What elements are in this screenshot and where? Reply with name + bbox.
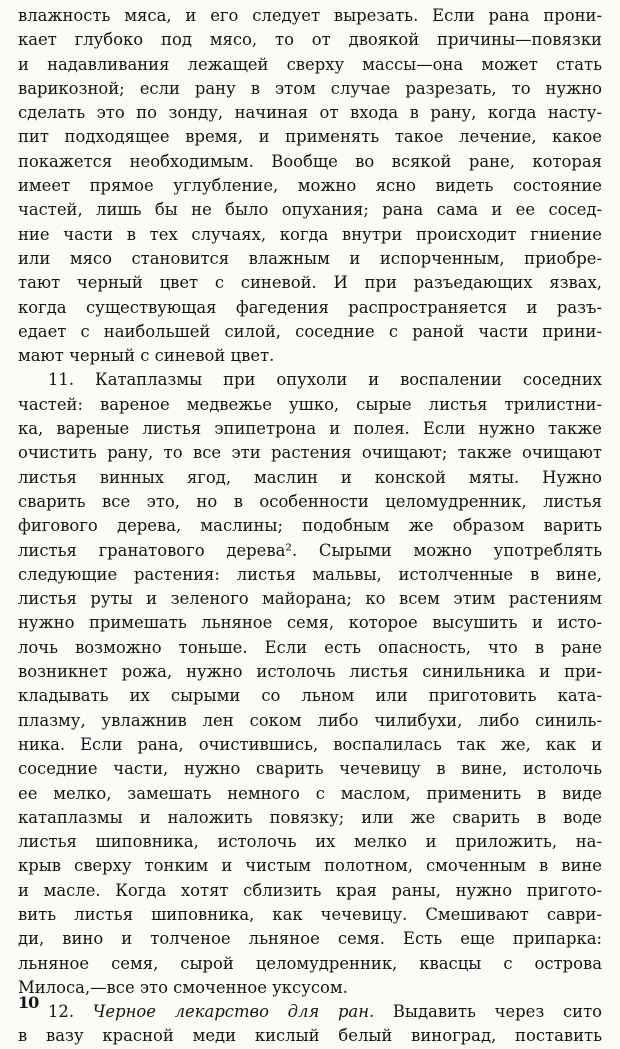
text-line: пит подходящее время, и применять такое лечение, какое xyxy=(18,127,602,147)
paragraph xyxy=(18,4,602,368)
text-line: ника. Если рана, очистившись, воспалилась так же, как и xyxy=(18,734,602,754)
paragraph-11 xyxy=(18,368,602,1000)
text-line: сделать это по зонду, начиная от входа в рану, когда насту- xyxy=(18,103,602,123)
text-line: кает глубоко под мясо, то от двоякой причины—повязки xyxy=(18,30,602,50)
text-line: вить листья шиповника, как чечевицу. Смешивают саври- xyxy=(18,904,602,924)
text-line: частей, лишь бы не было опухания; рана сама и ее сосед- xyxy=(18,200,602,220)
document-page xyxy=(18,4,602,1049)
text-line: фигового дерева, маслины; подобным же образом варить xyxy=(18,516,602,536)
text-line: плазму, увлажнив лен соком либо чилибухи, либо синиль- xyxy=(18,710,602,730)
text-line: льняное семя, сырой целомудренник, квасцы с острова xyxy=(18,953,602,973)
text-line: когда существующая фагедения распространяется и разъ- xyxy=(18,297,602,317)
text-line: сварить все это, но в особенности целомудренник, листья xyxy=(18,491,602,511)
text-line: следующие растения: листья мальвы, истолченные в вине, xyxy=(18,564,602,584)
text-line: листья руты и зеленого майорана; ко всем этим растениям xyxy=(18,589,602,609)
text-line: имеет прямое углубление, можно ясно видеть состояние xyxy=(18,176,602,196)
text-line: очистить рану, то все эти растения очищают; также очищают xyxy=(18,443,602,463)
text-line: покажется необходимым. Вообще во всякой ране, которая xyxy=(18,151,602,171)
text-line: Милоса,—все это смоченное уксусом. xyxy=(18,977,348,997)
page-number: 10 xyxy=(18,993,39,1012)
text-line xyxy=(18,1000,602,1024)
text-line: кладывать их сырыми со льном или приготовить ката- xyxy=(18,686,602,706)
text-line: ди, вино и толченое льняное семя. Есть еще припарка: xyxy=(18,929,602,949)
text-line: листья шиповника, истолочь их мелко и приложить, на- xyxy=(18,832,602,852)
text-line: и масле. Когда хотят сблизить края раны, нужно пригото- xyxy=(18,880,602,900)
text-line: мают черный с синевой цвет. xyxy=(18,346,275,366)
text-line: возникнет рожа, нужно истолочь листья синильника и при- xyxy=(18,662,602,682)
text-line: влажность мяса, и его следует вырезать. Если рана прони- xyxy=(18,6,602,25)
text-line: листья винных ягод, маслин и конской мяты. Нужно xyxy=(18,467,602,487)
text-line: в вазу красной меди кислый белый виноград, поставить xyxy=(18,1026,602,1046)
text-line: и надавливания лежащей сверху массы—она может стать xyxy=(18,54,602,74)
text-line: ние части в тех случаях, когда внутри происходит гниение xyxy=(18,224,602,244)
text-line: соседние части, нужно сварить чечевицу в вине, истолочь xyxy=(18,759,602,779)
text-line: или мясо становится влажным и испорченным, приобре- xyxy=(18,248,602,268)
text-line: нужно примешать льняное семя, которое высушить и исто- xyxy=(18,613,602,633)
paragraph-number: 12. xyxy=(48,1002,93,1022)
text-fragment: Выдавить через сито xyxy=(374,1002,602,1022)
text-line: частей: вареное медвежье ушко, сырые листья трилистни- xyxy=(18,394,602,414)
text-line: катаплазмы и наложить повязку; или же сварить в воде xyxy=(18,807,602,827)
text-line: ка, вареные листья эпипетрона и полея. Если нужно также xyxy=(18,419,602,439)
text-line: тают черный цвет с синевой. И при разъедающих язвах, xyxy=(18,273,602,293)
text-line: едает с наибольшей силой, соседние с раной части прини- xyxy=(18,321,602,341)
text-line: листья гранатового дерева². Сырыми можно употреблять xyxy=(18,540,602,560)
text-line: ее мелко, замешать немного с маслом, применить в виде xyxy=(18,783,602,803)
text-line: лочь возможно тоньше. Если есть опасность, что в ране xyxy=(18,637,602,657)
text-line: варикозной; если рану в этом случае разрезать, то нужно xyxy=(18,78,602,98)
text-line: крыв сверху тонким и чистым полотном, смоченным в вине xyxy=(18,856,602,876)
section-title: Черное лекарство для ран. xyxy=(92,1002,375,1022)
text-line: 11. Катаплазмы при опухоли и воспалении соседних xyxy=(48,370,602,390)
paragraph-12 xyxy=(18,1000,602,1049)
